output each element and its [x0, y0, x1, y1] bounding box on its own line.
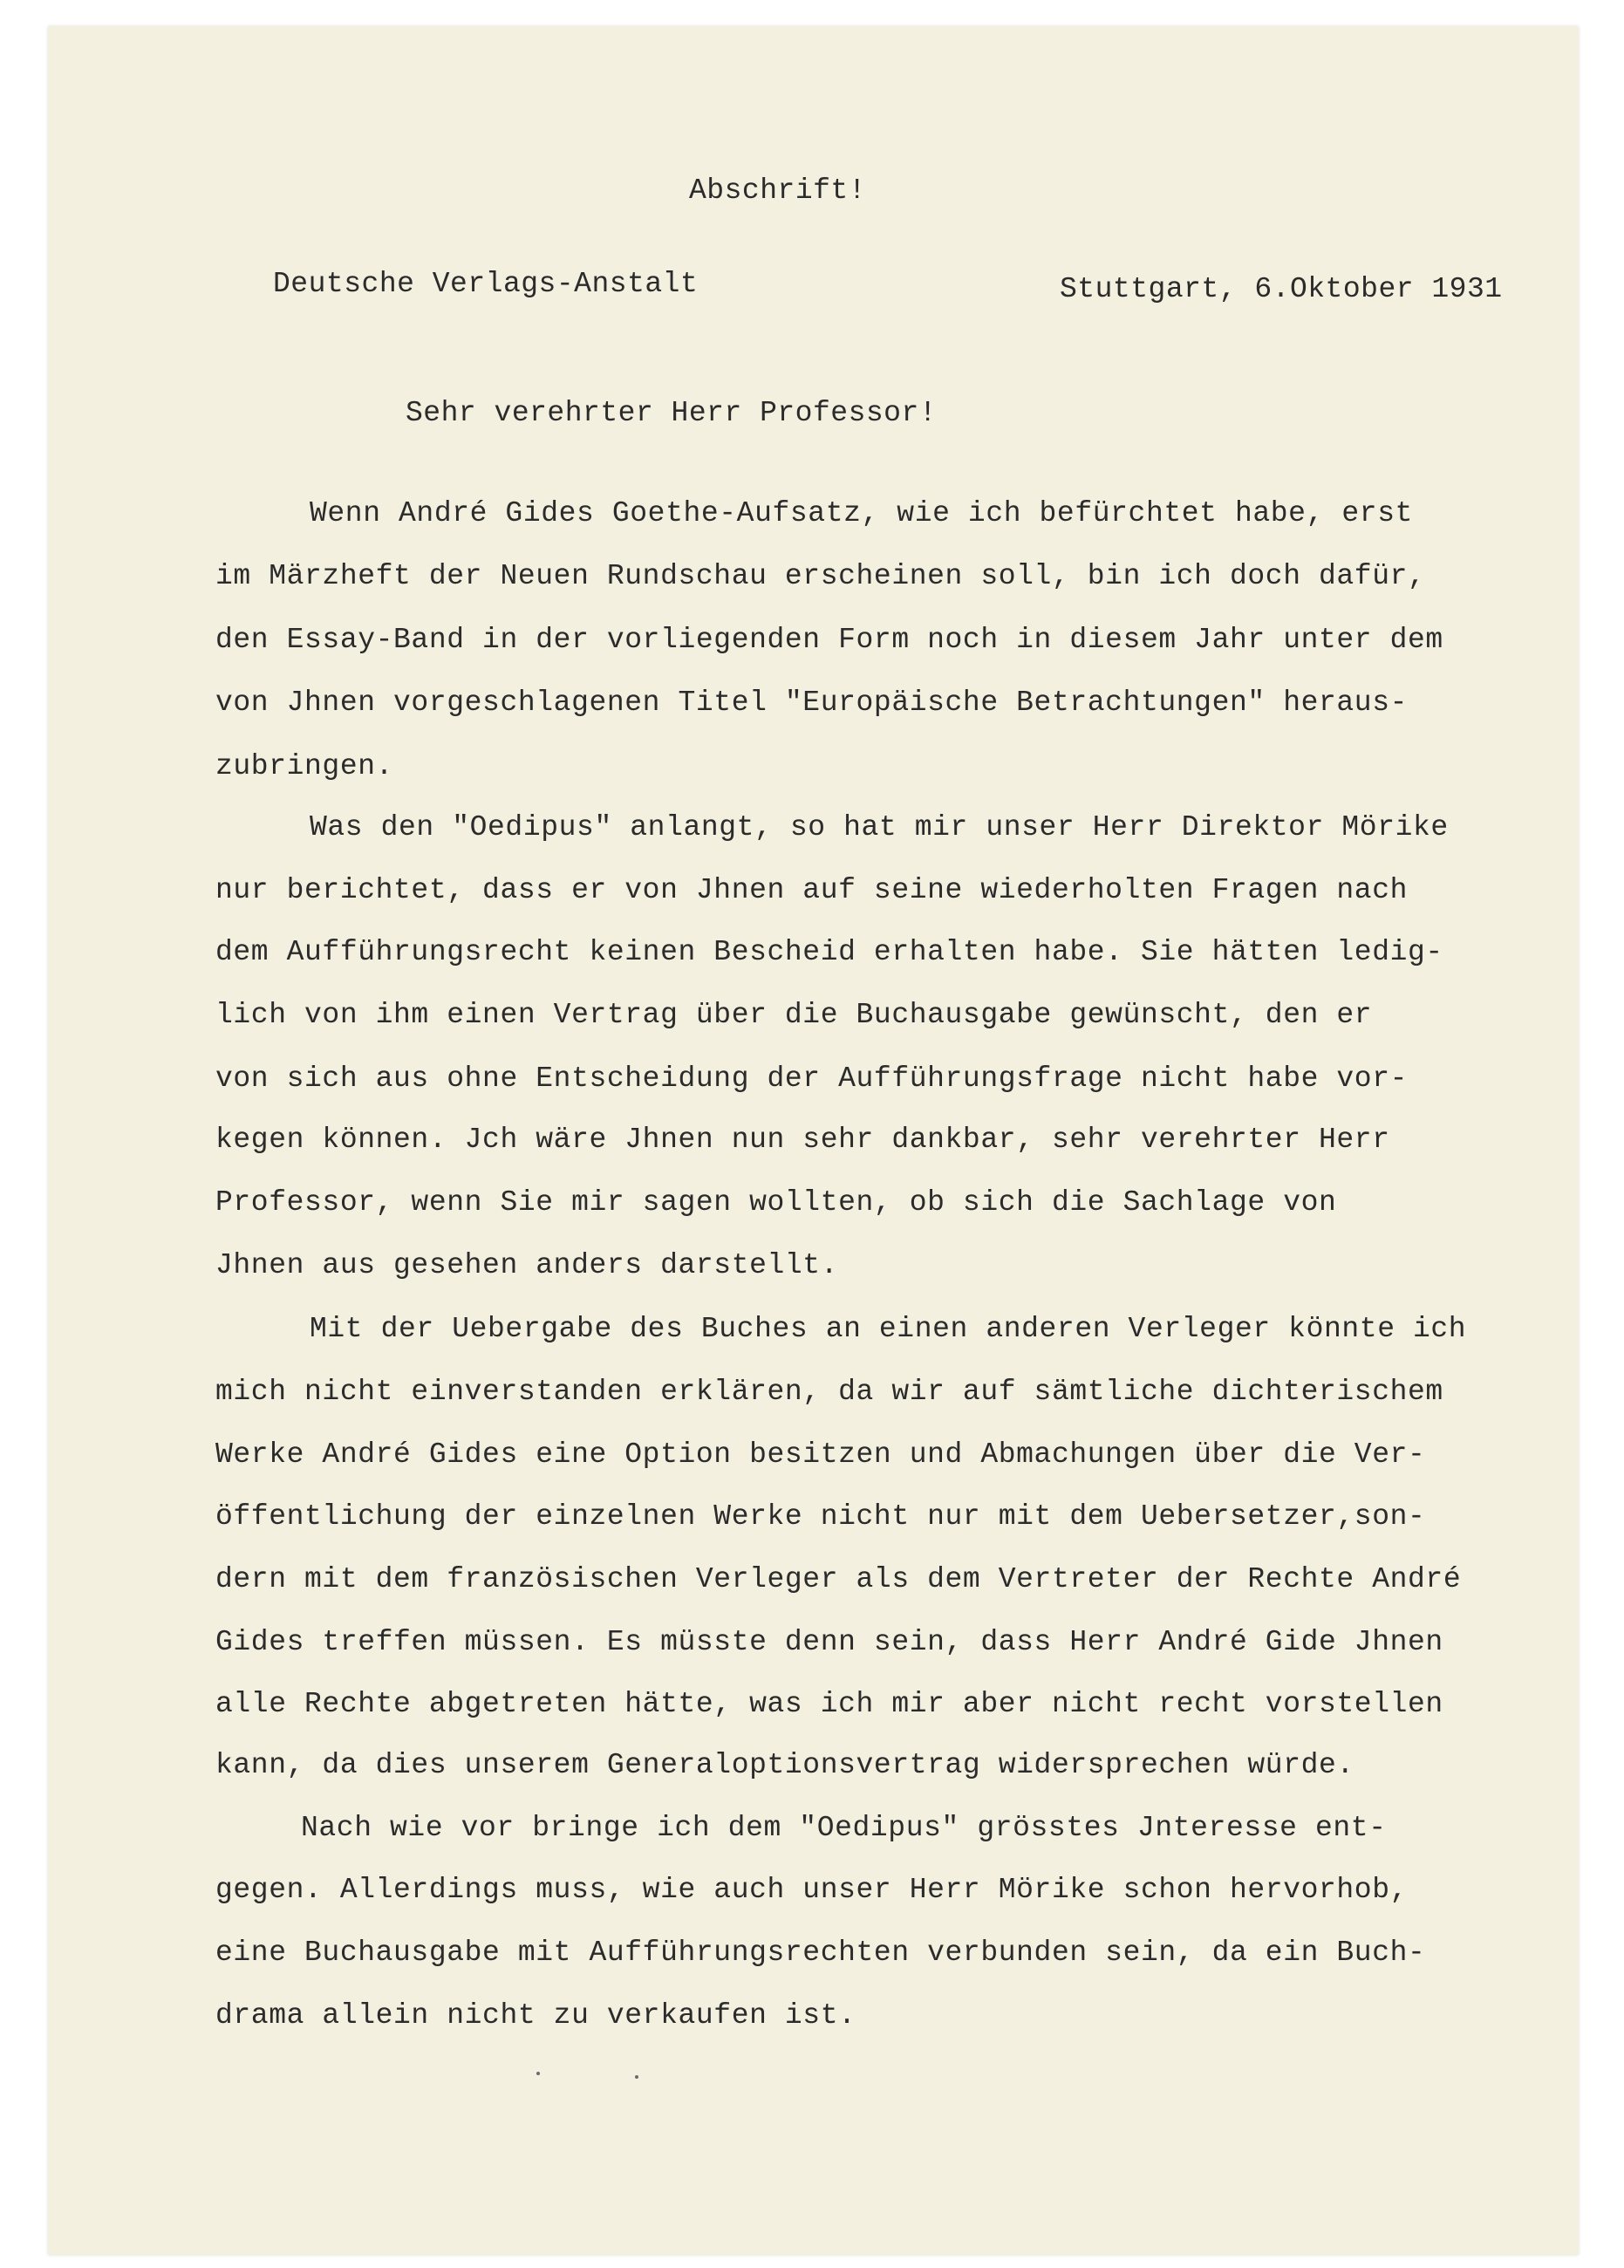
body-line: gegen. Allerdings muss, wie auch unser Herr Mörike schon hervorhob,: [215, 1874, 1409, 1906]
sender-name: Deutsche Verlags-Anstalt: [273, 268, 699, 300]
body-line: den Essay-Band in der vorliegenden Form noch in diesem Jahr unter dem: [215, 624, 1443, 656]
body-line: von Jhnen vorgeschlagenen Titel "Europäische Betrachtungen" heraus-: [215, 687, 1409, 719]
body-line: zubringen.: [215, 750, 394, 782]
body-line: kegen können. Jch wäre Jhnen nun sehr dankbar, sehr verehrter Herr: [215, 1124, 1390, 1156]
body-line: kann, da dies unserem Generaloptionsvertrag widersprechen würde.: [215, 1749, 1354, 1781]
document-heading: Abschrift!: [689, 174, 867, 207]
body-line: Was den "Oedipus" anlangt, so hat mir unser Herr Direktor Mörike: [310, 811, 1449, 844]
place-date: Stuttgart, 6.Oktober 1931: [1060, 273, 1503, 305]
body-line: Wenn André Gides Goethe-Aufsatz, wie ich befürchtet habe, erst: [310, 497, 1413, 529]
body-line: Mit der Uebergabe des Buches an einen anderen Verleger könnte ich: [310, 1313, 1467, 1345]
body-line: lich von ihm einen Vertrag über die Buchausgabe gewünscht, den er: [215, 999, 1373, 1031]
body-line: im Märzheft der Neuen Rundschau erscheinen soll, bin ich doch dafür,: [215, 560, 1426, 592]
body-line: dern mit dem französischen Verleger als dem Vertreter der Rechte André: [215, 1563, 1462, 1595]
paper-speck: [536, 2072, 540, 2075]
body-line: alle Rechte abgetreten hätte, was ich mir aber nicht recht vorstellen: [215, 1688, 1443, 1720]
body-line: Professor, wenn Sie mir sagen wollten, ob sich die Sachlage von: [215, 1186, 1337, 1219]
body-line: Jhnen aus gesehen anders darstellt.: [215, 1249, 839, 1281]
body-line: Gides treffen müssen. Es müsste denn sein, dass Herr André Gide Jhnen: [215, 1626, 1443, 1658]
body-line: von sich aus ohne Entscheidung der Aufführungsfrage nicht habe vor-: [215, 1062, 1409, 1095]
salutation: Sehr verehrter Herr Professor!: [406, 397, 938, 429]
paper-speck: [635, 2075, 638, 2079]
body-line: dem Aufführungsrecht keinen Bescheid erhalten habe. Sie hätten ledig-: [215, 936, 1443, 968]
body-line: Werke André Gides eine Option besitzen und Abmachungen über die Ver-: [215, 1438, 1426, 1471]
body-line: eine Buchausgabe mit Aufführungsrechten verbunden sein, da ein Buch-: [215, 1937, 1426, 1969]
body-line: öffentlichung der einzelnen Werke nicht nur mit dem Uebersetzer,son-: [215, 1500, 1426, 1533]
letter-sheet: [48, 26, 1579, 2255]
body-line: mich nicht einverstanden erklären, da wir auf sämtliche dichterischem: [215, 1376, 1443, 1408]
body-line: drama allein nicht zu verkaufen ist.: [215, 1999, 856, 2032]
body-line: Nach wie vor bringe ich dem "Oedipus" grösstes Jnteresse ent-: [301, 1812, 1387, 1844]
body-line: nur berichtet, dass er von Jhnen auf seine wiederholten Fragen nach: [215, 874, 1409, 906]
